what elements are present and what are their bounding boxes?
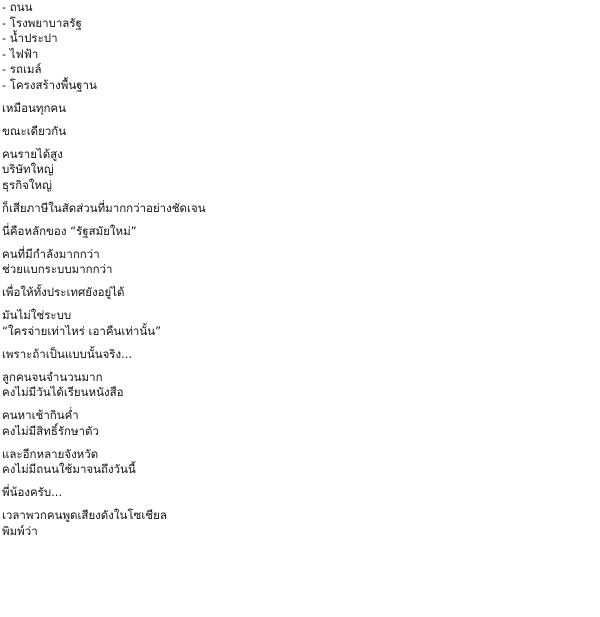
text-line: ขณะเดียวกัน [2, 123, 67, 138]
text-line: เพราะถ้าเป็นแบบนั้นจริง... [2, 346, 133, 361]
paragraph-text [2, 101, 592, 117]
paragraph-text [2, 485, 592, 501]
list-item-electricity: - ไฟฟ้า [2, 46, 39, 61]
text-line: คงไม่มีสิทธิ์รักษาตัว [2, 423, 99, 438]
text-line: และอีกหลายจังหวัด [2, 446, 99, 461]
paragraph-text [2, 370, 592, 401]
text-line: เหมือนทุกคน [2, 100, 66, 115]
text-line: พี่น้องครับ... [2, 485, 63, 499]
paragraph-text [2, 224, 592, 240]
list-item-tap-water: - น้ำประปา [2, 31, 58, 45]
list-item-infrastructure: - โครงสร้างพื้นฐาน [2, 77, 97, 92]
text-line: ธุรกิจใหญ่ [2, 177, 52, 192]
paragraph-text [2, 147, 592, 194]
text-line: นี่คือหลักของ “รัฐสมัยใหม่” [2, 223, 137, 238]
text-line: บริษัทใหญ่ [2, 162, 54, 176]
paragraph-text [2, 201, 592, 217]
paragraph-text [2, 508, 592, 539]
list-item-state-hospitals: - โรงพยาบาลรัฐ [2, 15, 82, 30]
text-line: คนที่มีกำลังมากกว่า [2, 246, 100, 261]
paragraph-text [2, 308, 592, 339]
paragraph-text [2, 408, 592, 439]
paragraph-public-services-list [2, 0, 592, 93]
list-item-buses: - รถเมล์ [2, 62, 42, 76]
paragraph-text [2, 247, 592, 278]
text-line: มันไม่ใช่ระบบ [2, 308, 72, 322]
text-line: ก็เสียภาษีในสัดส่วนที่มากกว่าอย่างชัดเจน [2, 200, 206, 215]
paragraph-text [2, 124, 592, 140]
list-item-roads: - ถนน [2, 0, 33, 14]
text-line: เพื่อให้ทั้งประเทศยังอยู่ได้ [2, 285, 125, 299]
text-line: “ใครจ่ายเท่าไหร่ เอาคืนเท่านั้น” [2, 323, 162, 338]
text-line: คนหาเช้ากินค่ำ [2, 408, 79, 422]
text-line: ลูกคนจนจำนวนมาก [2, 369, 103, 384]
paragraph-text [2, 347, 592, 363]
document-body [2, 0, 592, 547]
text-line: คนรายได้สูง [2, 146, 63, 161]
paragraph-text [2, 447, 592, 478]
text-line: พิมพ์ว่า [2, 523, 38, 538]
text-line: คงไม่มีถนนใช้มาจนถึงวันนี้ [2, 462, 136, 476]
text-line: ช่วยแบกระบบมากกว่า [2, 262, 113, 276]
text-line: คงไม่มีวันได้เรียนหนังสือ [2, 385, 124, 399]
paragraph-text [2, 285, 592, 301]
text-line: เวลาพวกคนพูดเสียงดังในโซเชียล [2, 508, 167, 522]
